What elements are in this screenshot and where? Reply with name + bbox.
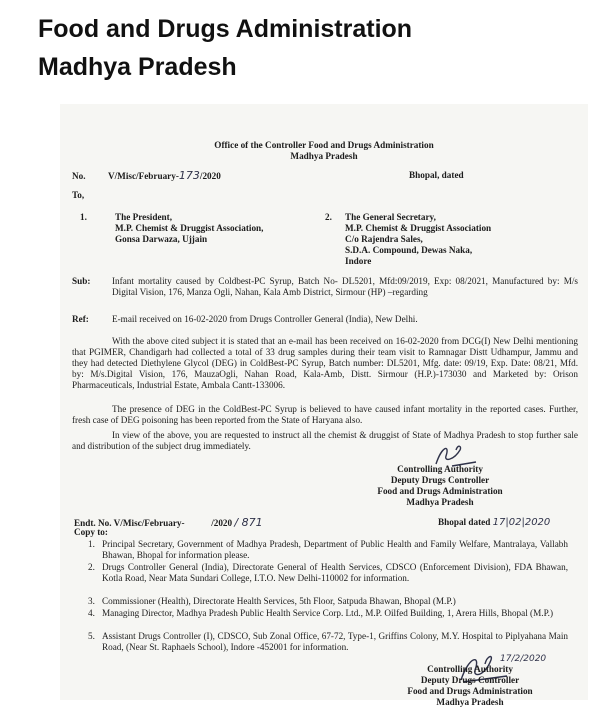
letterhead <box>60 140 588 162</box>
letter-sheet <box>60 104 588 707</box>
headline-line-1: Food and Drugs Administration <box>38 15 413 43</box>
ref-number-line <box>72 170 221 182</box>
signature-2-handwritten-date: 17/2/2020 <box>500 654 547 664</box>
recipient-2-number: 2. <box>325 212 332 222</box>
signature-block-2 <box>360 664 580 708</box>
endorsement-year: /2020 <box>211 518 233 528</box>
reference-label: Ref: <box>72 314 89 324</box>
signature-1-line: Food and Drugs Administration <box>377 486 503 496</box>
recipient-1-line: M.P. Chemist & Druggist Association, <box>115 223 264 233</box>
signature-1-line: Deputy Drugs Controller <box>390 475 490 485</box>
copy-number: 2. <box>88 562 95 572</box>
endorsement-handwritten-number: / 871 <box>234 516 263 529</box>
copy-text: Assistant Drugs Controller (I), CDSCO, Sub Zonal Office, 67-72, Type-1, Griffins Colony, M.Y. Hospital to Piplyahana Main Road, (Near St. Raphaels School), Indore -452001 for information. <box>102 631 568 652</box>
recipient-2-line: M.P. Chemist & Druggist Association <box>345 223 492 233</box>
place-date: Bhopal, dated <box>409 170 464 180</box>
ref-year: /2020 <box>199 171 221 181</box>
signature-2-line: Deputy Drugs Controller <box>420 675 520 685</box>
body-paragraph-1: With the above cited subject it is stated that an e-mail has been received on 16-02-2020 from DCG(I) New Delhi mentioning that PGIMER, Chandigarh had collected a total of 33 drug samples during their team visit to Ramnagar Distt Udhampur, Jammu and they had detected Diethylene Glycol (DEG) in ColdBest-PC Syrup, Batch number: DL5201, Mfg. date: 09/19, Exp. Date: 08/21, Mfd. by: M/s.Digital Vision, 176, MauzaOgli, Nahan Road, Kala-Amb, Distt. Sirmour (H.P.)-173030 and Marketed by: Orison Pharmaceuticals, Industrial Estate, Ambala Cantt-133006. <box>72 336 578 390</box>
copy-number: 1. <box>88 539 95 549</box>
to-label: To, <box>72 190 85 200</box>
signature-2-line: Food and Drugs Administration <box>407 686 533 696</box>
reference-text: E-mail received on 16-02-2020 from Drugs Controller General (India), New Delhi. <box>112 314 418 324</box>
copy-number: 4. <box>88 608 95 618</box>
endorsement-label: Endt. No. V/Misc/February- <box>74 518 185 528</box>
endorsement-handwritten-date: 17|02|2020 <box>492 517 551 528</box>
subject-label: Sub: <box>72 276 91 286</box>
signature-1-line: Madhya Pradesh <box>406 497 474 507</box>
copy-text: Drugs Controller General (India), Directorate General of Health Services, CDSCO (Enforcement Division), FDA Bhawan, Kotla Road, Near Mata Sundari College, I.T.O. New Delhi-110002 for information. <box>102 562 568 583</box>
body-paragraph-2: The presence of DEG in the ColdBest-PC Syrup is believed to have caused infant mortality in the reported cases. Further, fresh case of DEG poisoning has been reported from the State of Haryana also. <box>72 404 578 425</box>
signature-2-line: Madhya Pradesh <box>436 697 504 707</box>
recipient-2-line: The General Secretary, <box>345 212 436 222</box>
office-state: Madhya Pradesh <box>290 151 358 161</box>
copy-text: Managing Director, Madhya Pradesh Public Health Service Corp. Ltd., M.P. Oilfed Building, 1, Arera Hills, Bhopal (M.P.) <box>102 608 554 618</box>
page-headline <box>38 10 412 86</box>
copy-to-label: Copy to: <box>74 527 108 537</box>
body-paragraph-3: In view of the above, you are requested to instruct all the chemist & druggist of State of Madhya Pradesh to stop further sale and distribution of the subject drug immediately. <box>72 430 578 451</box>
copy-item <box>88 539 568 561</box>
signature-1-line: Controlling Authority <box>397 464 483 474</box>
signature-block-1 <box>320 464 560 508</box>
copy-text: Principal Secretary, Government of Madhya Pradesh, Department of Public Health and Family Welfare, Mantralaya, Vallabh Bhawan, Bhopal for information please. <box>102 539 568 560</box>
subject-text: Infant mortality caused by Coldbest-PC Syrup, Batch No- DL5201, Mfd:09/2019, Exp: 08/2021, Manufactured by: M/s Digital Vision, 176, Manza Ogli, Nahan, Kala Amb District, Sirmour (HP) –regarding <box>112 276 578 297</box>
recipient-2-line: Indore <box>345 256 372 266</box>
endorsement-place-date: Bhopal dated <box>438 517 491 527</box>
copy-item <box>88 562 568 584</box>
ref-number: V/Misc/February- <box>107 171 179 181</box>
signature-2-line: Controlling Authority <box>427 664 513 674</box>
endorsement-date <box>438 517 550 528</box>
recipient-2-line: S.D.A. Compound, Dewas Naka, <box>345 245 473 255</box>
headline-line-2: Madhya Pradesh <box>38 53 237 81</box>
copy-number: 5. <box>88 631 95 641</box>
office-title: Office of the Controller Food and Drugs Administration <box>214 140 434 150</box>
copy-number: 3. <box>88 596 95 606</box>
handwritten-number: 173 <box>178 169 200 182</box>
copy-item <box>88 608 568 619</box>
recipient-2-line: C/o Rajendra Sales, <box>345 234 423 244</box>
copy-text: Commissioner (Health), Directorate Health Services, 5th Floor, Satpuda Bhawan, Bhopal (M.P.) <box>102 596 456 606</box>
copy-item <box>88 596 568 607</box>
recipient-1-line: The President, <box>115 212 172 222</box>
no-label: No. <box>72 171 86 181</box>
recipient-1 <box>115 212 263 245</box>
recipient-1-line: Gonsa Darwaza, Ujjain <box>115 234 208 244</box>
recipient-1-number: 1. <box>80 212 87 222</box>
recipient-2 <box>345 212 491 267</box>
